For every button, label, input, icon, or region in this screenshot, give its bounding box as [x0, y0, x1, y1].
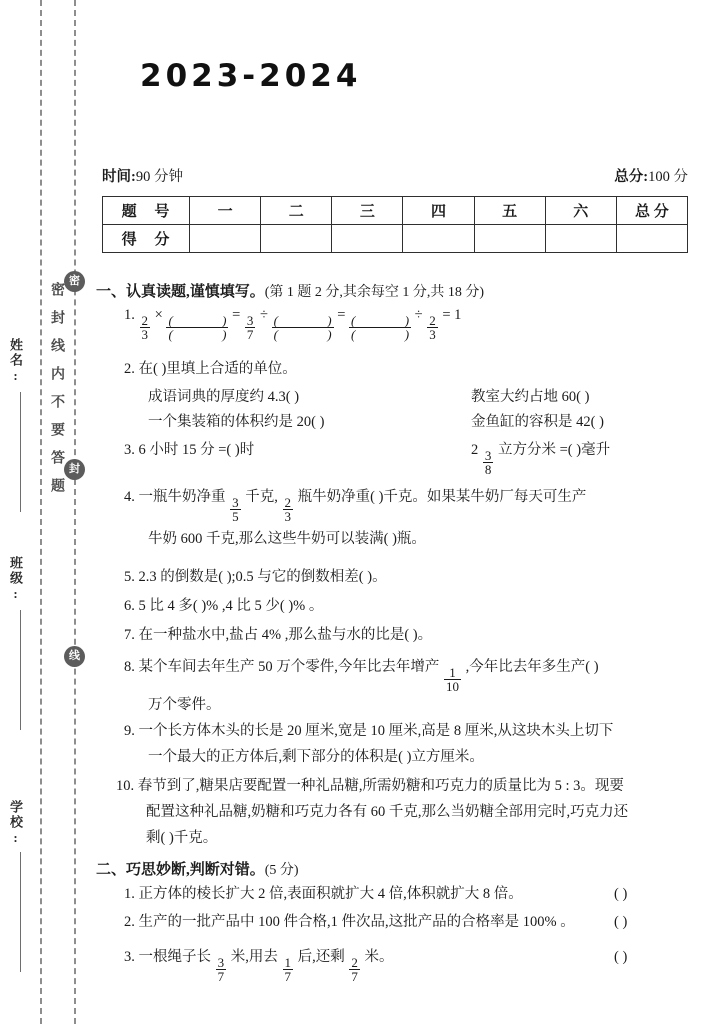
student-school-label: 学校: [8, 800, 23, 847]
fraction-2-3-b: $\frac{2}{3}$ [429, 313, 436, 343]
question-1-8-line-2: 万个零件。 [148, 697, 221, 713]
score-col-total: 总 分 [616, 197, 687, 225]
question-2-2: 2. 生产的一批产品中 100 件合格,1 件次品,这批产品的合格率是 100% 。 [124, 914, 575, 930]
answer-blank-fraction-3[interactable]: ( ) ( ) [351, 313, 410, 343]
score-col-5: 五 [474, 197, 545, 225]
fraction-3-8: $\frac{3}{8}$ [484, 448, 492, 478]
question-1-3: 3. 6 小时 15 分 =( )时 [124, 442, 255, 458]
score-col-6: 六 [545, 197, 616, 225]
question-2-3: 3. 一根绳子长 $\frac{3}{7}$ 米,用去 $\frac{1}{7}$ 后,还剩 $\frac{2}{7}$ 米。 [124, 949, 394, 985]
student-class-rule [20, 610, 21, 730]
question-1-9: 9. 一个长方体木头的长是 20 厘米,宽是 10 厘米,高是 8 厘米,从这块木头上切下 [124, 723, 614, 739]
question-2-1: 1. 正方体的棱长扩大 2 倍,表面积就扩大 4 倍,体积就扩大 8 倍。 [124, 886, 523, 902]
table-row-header [103, 197, 688, 225]
question-1-8: 8. 某个车间去年生产 50 万个零件,今年比去年增产 $\frac{1}{10}$ ,今年比去年多生产( ) [124, 659, 599, 695]
student-class-label: 班级: [8, 556, 23, 603]
exam-time: 时间:90 分钟 [102, 169, 183, 185]
score-col-4: 四 [403, 197, 474, 225]
seal-dot-feng: 封 [64, 459, 85, 480]
seal-dot-xian: 线 [64, 646, 85, 667]
fraction-3-7: $\frac{3}{7}$ [246, 313, 254, 343]
question-1-4-line-2: 牛奶 600 千克,那么这些牛奶可以装满( )瓶。 [148, 531, 426, 547]
exam-total-score: 总分:100 分 [614, 169, 688, 185]
score-cell-4[interactable] [403, 225, 474, 253]
seal-dashed-line-inner [74, 0, 76, 1024]
answer-blank-fraction-1[interactable]: ( ) ( ) [168, 313, 227, 343]
seal-warning-text: 密封线内不要答题 [49, 282, 64, 506]
seal-margin [0, 0, 96, 1024]
question-1-2: 2. 在( )里填上合适的单位。 [124, 361, 297, 377]
section-2-heading: 二、巧思妙断,判断对错。(5 分) [96, 862, 299, 878]
score-col-2: 二 [261, 197, 332, 225]
fraction-1-7: $\frac{1}{7}$ [284, 955, 291, 985]
question-1-1: 1. $\frac{2}{3}$ × ( ) ( ) = $\frac{3}{7}$ ÷ ( ) ( ) = ( ) ( ) ÷ $\frac{2}{3}$ = 1 [124, 307, 462, 343]
question-2-2-answer-blank[interactable]: ( ) [614, 914, 628, 930]
fraction-2-7: $\frac{2}{7}$ [351, 955, 358, 985]
fraction-2-3-c: $\frac{2}{3}$ [284, 495, 291, 525]
question-1-4: 4. 一瓶牛奶净重 $\frac{3}{5}$ 千克, $\frac{2}{3}$ 瓶牛奶净重( )千克。如果某牛奶厂每天可生产 [124, 489, 587, 525]
student-name-label: 姓名: [8, 338, 23, 385]
question-1-2-item-3: 一个集装箱的体积约是 20( ) [148, 414, 325, 430]
score-cell-total[interactable] [616, 225, 687, 253]
exam-meta [102, 165, 688, 186]
score-row-label-score: 得 分 [103, 225, 190, 253]
page-title: 2023-2024 [140, 58, 362, 94]
exam-content [96, 0, 724, 1024]
score-row-label-question: 题 号 [103, 197, 190, 225]
score-cell-3[interactable] [332, 225, 403, 253]
question-1-2-item-2: 教室大约占地 60( ) [471, 389, 590, 405]
score-cell-2[interactable] [261, 225, 332, 253]
question-1-10: 10. 春节到了,糖果店要配置一种礼品糖,所需奶糖和巧克力的质量比为 5 : 3。现要 [116, 778, 624, 794]
table-row-scores [103, 225, 688, 253]
fraction-3-5: $\frac{3}{5}$ [232, 495, 239, 525]
question-1-2-stem: 在( )里填上合适的单位。 [138, 361, 297, 377]
question-1-6: 6. 5 比 4 多( )% ,4 比 5 少( )% 。 [124, 598, 324, 614]
fraction-2-3: $\frac{2}{3}$ [141, 313, 148, 343]
question-1-9-line-2: 一个最大的正方体后,剩下部分的体积是( )立方厘米。 [148, 749, 484, 765]
question-1-2-item-1: 成语词典的厚度约 4.3( ) [148, 389, 300, 405]
score-cell-6[interactable] [545, 225, 616, 253]
student-name-rule [20, 392, 21, 512]
score-table [102, 196, 688, 253]
question-1-10-line-2: 配置这种礼品糖,奶糖和巧克力各有 60 千克,那么当奶糖全部用完时,巧克力还 [146, 804, 629, 820]
answer-blank-fraction-2[interactable]: ( ) ( ) [273, 313, 332, 343]
seal-dot-mi: 密 [64, 271, 85, 292]
question-1-7: 7. 在一种盐水中,盐占 4% ,那么盐与水的比是( )。 [124, 627, 433, 643]
student-school-rule [20, 852, 21, 972]
seal-dashed-line-outer [40, 0, 42, 1024]
question-1-2-item-4: 金鱼缸的容积是 42( ) [471, 414, 604, 430]
score-col-3: 三 [332, 197, 403, 225]
question-1-5: 5. 2.3 的倒数是( );0.5 与它的倒数相差( )。 [124, 569, 387, 585]
score-col-1: 一 [190, 197, 261, 225]
fraction-3-7-b: $\frac{3}{7}$ [217, 955, 225, 985]
score-cell-1[interactable] [190, 225, 261, 253]
question-1-3-right: 2 $\frac{3}{8}$ 立方分米 =( )毫升 [471, 442, 611, 478]
section-1-heading: 一、认真读题,谨慎填写。(第 1 题 2 分,其余每空 1 分,共 18 分) [96, 284, 485, 300]
question-2-3-answer-blank[interactable]: ( ) [614, 949, 628, 965]
fraction-1-10: $\frac{1}{10}$ [446, 665, 459, 695]
question-2-1-answer-blank[interactable]: ( ) [614, 886, 628, 902]
score-cell-5[interactable] [474, 225, 545, 253]
question-1-10-line-3: 剩( )千克。 [146, 830, 218, 846]
